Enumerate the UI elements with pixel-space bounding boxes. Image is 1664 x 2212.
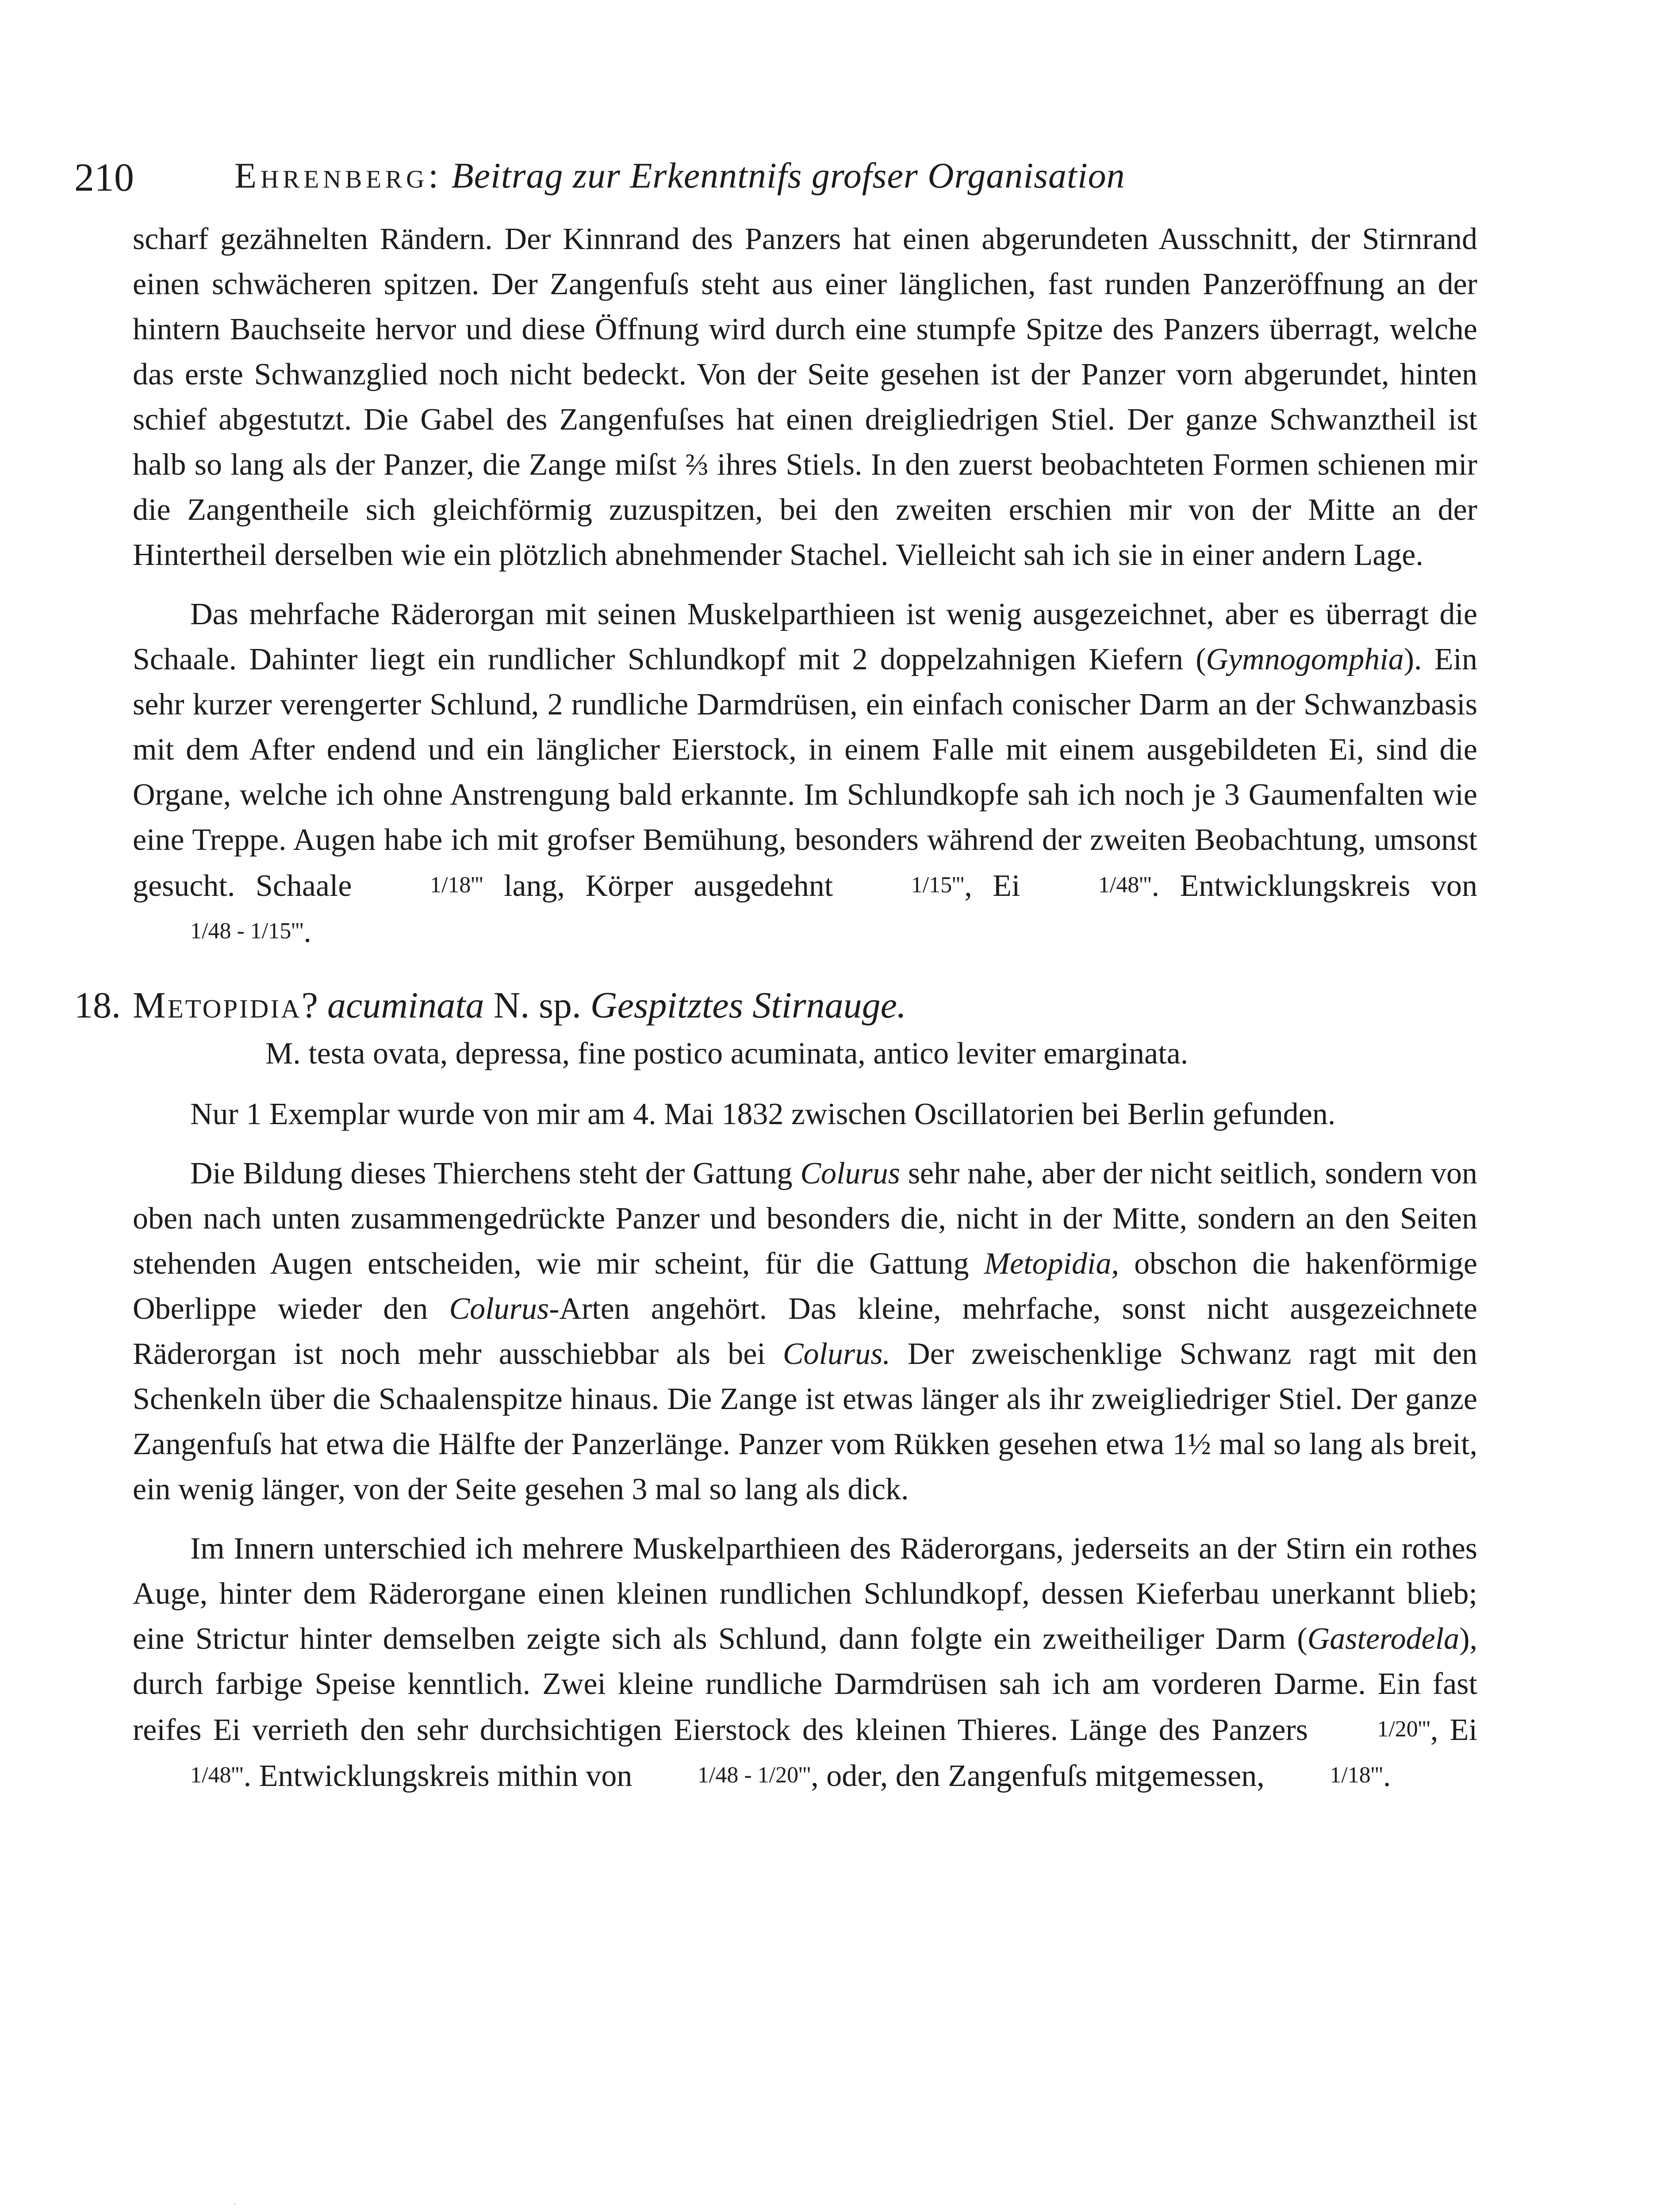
text-run: ). Ein sehr kurzer verengerter Schlund, 2 rundliche Darmdrüsen, ein einfach conischer Darm an der Schwanzbasis mit dem After endend und ein länglicher Eierstock, in einem Falle mit einem ausgebildeten Ei, sind die Organe, welche ich ohne Anstrengung bald erkannte. Im Schlundkopfe sah ich noch je 3 Gaumenfalten wie eine Treppe. Augen habe ich mit grofser Bemühung, besonders während der zweiten Beobachtung, umsonst gesucht. Schaale <box>133 642 1477 903</box>
text-run: obschon die hakenförmige Oberlippe wieder den <box>133 1247 1478 1326</box>
species-name: acuminata <box>327 985 484 1026</box>
text-run: Die Bildung dieses Thierchens steht der Gattung <box>190 1156 801 1190</box>
fraction: 1/48 - 1/20''' <box>697 1763 811 1788</box>
latin-diagnosis: M. testa ovata, depressa, fine postico acuminata, antico leviter emarginata. <box>265 1037 1189 1071</box>
text-run: . <box>303 915 311 949</box>
text-run: lang, Körper ausgedehnt <box>483 869 854 903</box>
text-run: . Entwicklungskreis von <box>1151 869 1477 903</box>
italic-term: Colurus. <box>782 1337 890 1371</box>
fraction: 1/20''' <box>1377 1717 1430 1742</box>
fraction: 1/48 - 1/15''' <box>190 918 304 944</box>
text-run: . Entwicklungskreis mithin von <box>243 1759 640 1793</box>
paragraph-organs <box>133 592 1477 955</box>
section-number: 18. <box>74 985 121 1026</box>
page-number: 210 <box>74 156 134 200</box>
fraction: 1/48''' <box>1098 872 1152 898</box>
fraction: 1/18''' <box>429 872 483 898</box>
italic-term: Gasterodela <box>1307 1622 1460 1656</box>
italic-term: Gymnogomphia <box>1206 642 1404 676</box>
section-heading <box>74 981 1477 1030</box>
text-run: , oder, den Zangenfuſs mitgemessen, <box>811 1759 1273 1793</box>
italic-term: Metopidia, <box>984 1247 1119 1281</box>
paragraph-anatomy <box>133 1526 1477 1799</box>
running-header <box>74 146 1477 217</box>
text-run: sehr nahe, aber der nicht seitlich, sondern von oben nach unten zusammengedrückte Panzer und besonders die, nicht in der Mitte, sondern an den Seiten stehenden Augen entscheiden, wie mir scheint, für die Gattung <box>133 1156 1477 1281</box>
fraction: 1/18''' <box>1330 1763 1383 1788</box>
text-run: , Ei <box>1430 1713 1477 1747</box>
text-run: . <box>1383 1759 1391 1793</box>
new-species-mark: N. sp. <box>484 985 590 1026</box>
text-run: Im Innern unterschied ich mehrere Muskelparthieen des Räderorgans, jederseits an der Stirn ein rothes Auge, hinter dem Räderorgane einen kleinen rundlichen Schlundkopf, dessen Kieferbau unerkannt blieb; eine Strictur hinter demselben zeigte sich als Schlund, dann folgte ein zweitheiliger Darm ( <box>133 1532 1477 1656</box>
italic-term: Colurus <box>800 1156 900 1190</box>
header-text <box>234 155 1125 196</box>
genus-name: Metopidia <box>133 985 302 1026</box>
text-run: Der zweischenklige Schwanz ragt mit den Schenkeln über die Schaalenspitze hinaus. Die Zange ist etwas länger als ihr zweigliedriger Stiel. Der ganze Zangenfuſs hat etwa die Hälfte der Panzerlänge. Panzer vom Rükken gesehen etwa 1½ mal so lang als breit, ein wenig länger, von der Seite gesehen 3 mal so lang als dick. <box>133 1337 1477 1506</box>
query-mark: ? <box>301 985 327 1026</box>
header-title: Beitrag zur Erkenntnifs grofser Organisation <box>451 155 1125 196</box>
italic-term: Colurus <box>449 1292 549 1326</box>
fraction: 1/15''' <box>911 872 965 898</box>
text-run: -Arten angehört. Das kleine, mehrfache, sonst nicht ausgezeichnete Räderorgan ist noch mehr ausschiebbar als bei <box>133 1292 1477 1371</box>
text-run: Das mehrfache Räderorgan mit seinen Muskelparthieen ist wenig ausgezeichnet, aber es überragt die Schaale. Dahinter liegt ein rundlicher Schlundkopf mit 2 doppelzahnigen Kiefern ( <box>133 597 1477 676</box>
page <box>74 146 1478 1799</box>
paragraph-specimen: Nur 1 Exemplar wurde von mir am 4. Mai 1832 zwischen Oscillatorien bei Berlin gefunden. <box>190 1097 1336 1131</box>
header-author: Ehrenberg: <box>234 155 443 196</box>
text-run: ), durch farbige Speise kenntlich. Zwei kleine rundliche Darmdrüsen sah ich am vorderen Darme. Ein fast reifes Ei verrieth den sehr durchsichtigen Eierstock des kleinen Thieres. Länge des Panzers <box>133 1622 1477 1747</box>
paragraph-continuation: scharf gezähnelten Rändern. Der Kinnrand des Panzers hat einen abgerundeten Ausschnitt, der Stirnrand einen schwächeren spitzen. Der Zangenfuſs steht aus einer länglichen, fast runden Panzeröffnung an der hintern Bauchseite hervor und diese Öffnung wird durch eine stumpfe Spitze des Panzers überragt, welche das erste Schwanzglied noch nicht bedeckt. Von der Seite gesehen ist der Panzer vorn abgerundet, hinten schief abgestutzt. Die Gabel des Zangenfuſses hat einen dreigliedrigen Stiel. Der ganze Schwanztheil ist halb so lang als der Panzer, die Zange miſst ⅔ ihres Stiels. In den zuerst beobachteten Formen schienen mir die Zangentheile sich gleichförmig zuzuspitzen, bei den zweiten erschien mir von der Mitte an der Hintertheil derselben wie ein plötzlich abnehmender Stachel. Vielleicht sah ich sie in einer andern Lage. <box>133 222 1477 572</box>
common-name: Gespitztes Stirnauge. <box>590 985 906 1026</box>
fraction: 1/48''' <box>190 1763 244 1788</box>
text-run: , Ei <box>964 869 1041 903</box>
paragraph-comparison <box>133 1151 1477 1512</box>
print-speck <box>234 2203 236 2205</box>
